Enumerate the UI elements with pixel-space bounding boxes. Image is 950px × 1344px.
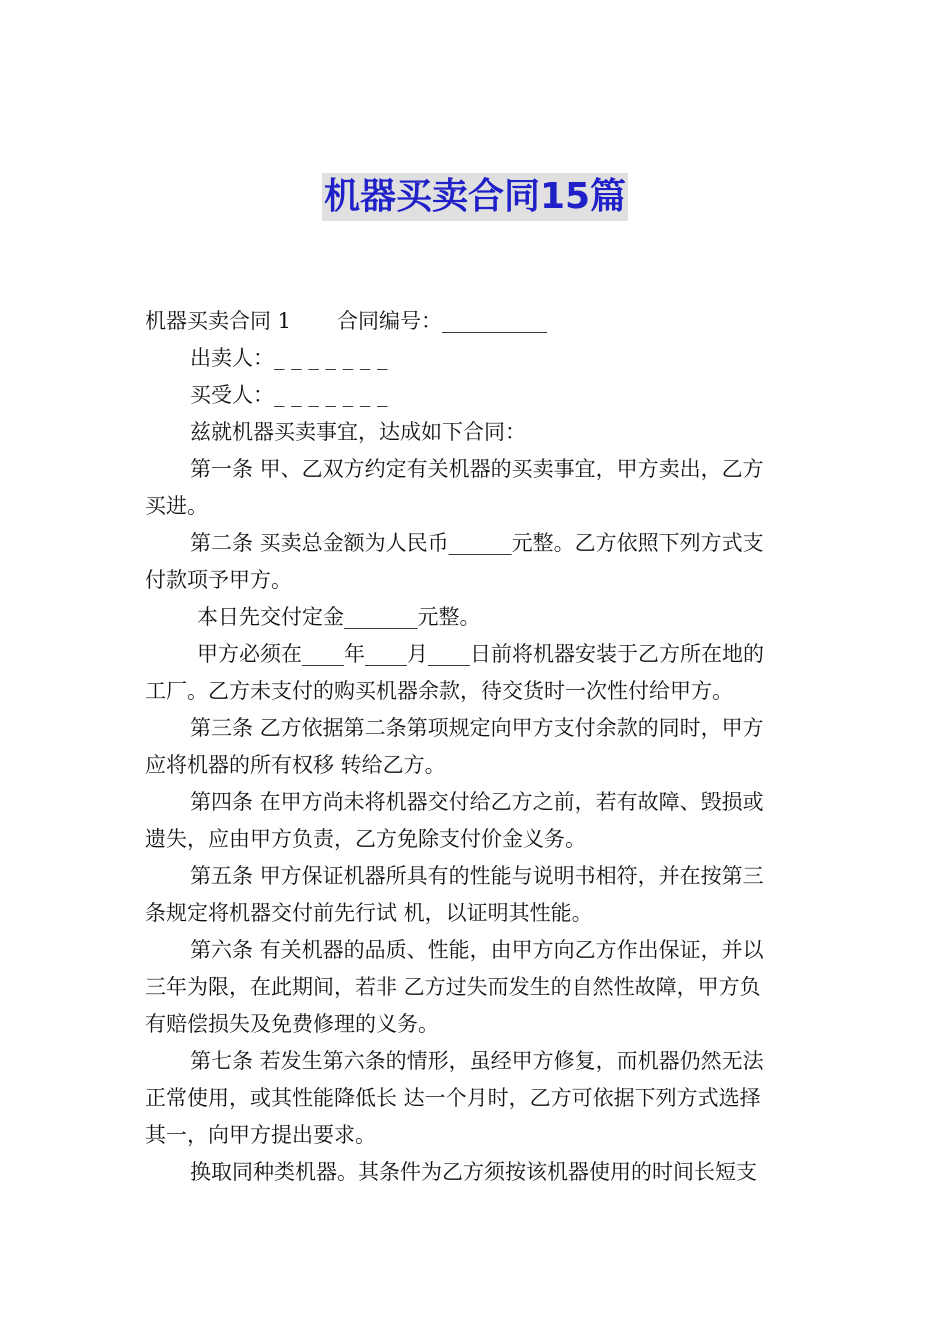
paragraph-line: 付款项予甲方。 [145,568,292,592]
paragraph-line: 本日先交付定金_______元整。 [197,605,481,629]
paragraph-line: 出卖人：_ _ _ _ _ _ _ [190,346,388,370]
paragraph-line: 有赔偿损失及免费修理的义务。 [145,1012,439,1036]
paragraph-line: 应将机器的所有权移 转给乙方。 [145,753,446,777]
paragraph-line: 买进。 [145,494,208,518]
paragraph-line: 第三条 乙方依据第二条第项规定向甲方支付余款的同时，甲方 [190,716,764,740]
paragraph-line: 第五条 甲方保证机器所具有的性能与说明书相符，并在按第三 [190,864,764,888]
document-body [145,303,808,1191]
paragraph-line: 第二条 买卖总金额为人民币______元整。乙方依照下列方式支 [190,531,764,555]
document-title-wrap [0,173,950,221]
paragraph-line: 遗失，应由甲方负责，乙方免除支付价金义务。 [145,827,586,851]
paragraph-line: 兹就机器买卖事宜，达成如下合同： [190,420,526,444]
paragraph-line: 条规定将机器交付前先行试 机，以证明其性能。 [145,901,593,925]
paragraph-line: 第六条 有关机器的品质、性能，由甲方向乙方作出保证，并以 [190,938,764,962]
paragraph-line: 三年为限，在此期间，若非 乙方过失而发生的自然性故障，甲方负 [145,975,761,999]
paragraph-line: 甲方必须在____年____月____日前将机器安装于乙方所在地的 [197,642,764,666]
contract-heading: 机器买卖合同 1 [145,309,292,333]
paragraph-line: 第七条 若发生第六条的情形，虽经甲方修复，而机器仍然无法 [190,1049,764,1073]
paragraph-line: 其一，向甲方提出要求。 [145,1123,376,1147]
header-line [145,303,808,340]
document-title: 机器买卖合同15篇 [322,173,628,221]
paragraph-line: 工厂。乙方未支付的购买机器余款，待交货时一次性付给甲方。 [145,679,733,703]
paragraph-line: 第四条 在甲方尚未将机器交付给乙方之前，若有故障、毁损或 [190,790,764,814]
paragraph-line: 换取同种类机器。其条件为乙方须按该机器使用的时间长短支 [190,1160,757,1184]
contract-number: 合同编号：__________ [337,309,548,333]
paragraph-line: 买受人：_ _ _ _ _ _ _ [190,383,388,407]
paragraph-line: 正常使用，或其性能降低长 达一个月时，乙方可依据下列方式选择 [145,1086,761,1110]
paragraph-line: 第一条 甲、乙双方约定有关机器的买卖事宜，甲方卖出，乙方 [190,457,764,481]
